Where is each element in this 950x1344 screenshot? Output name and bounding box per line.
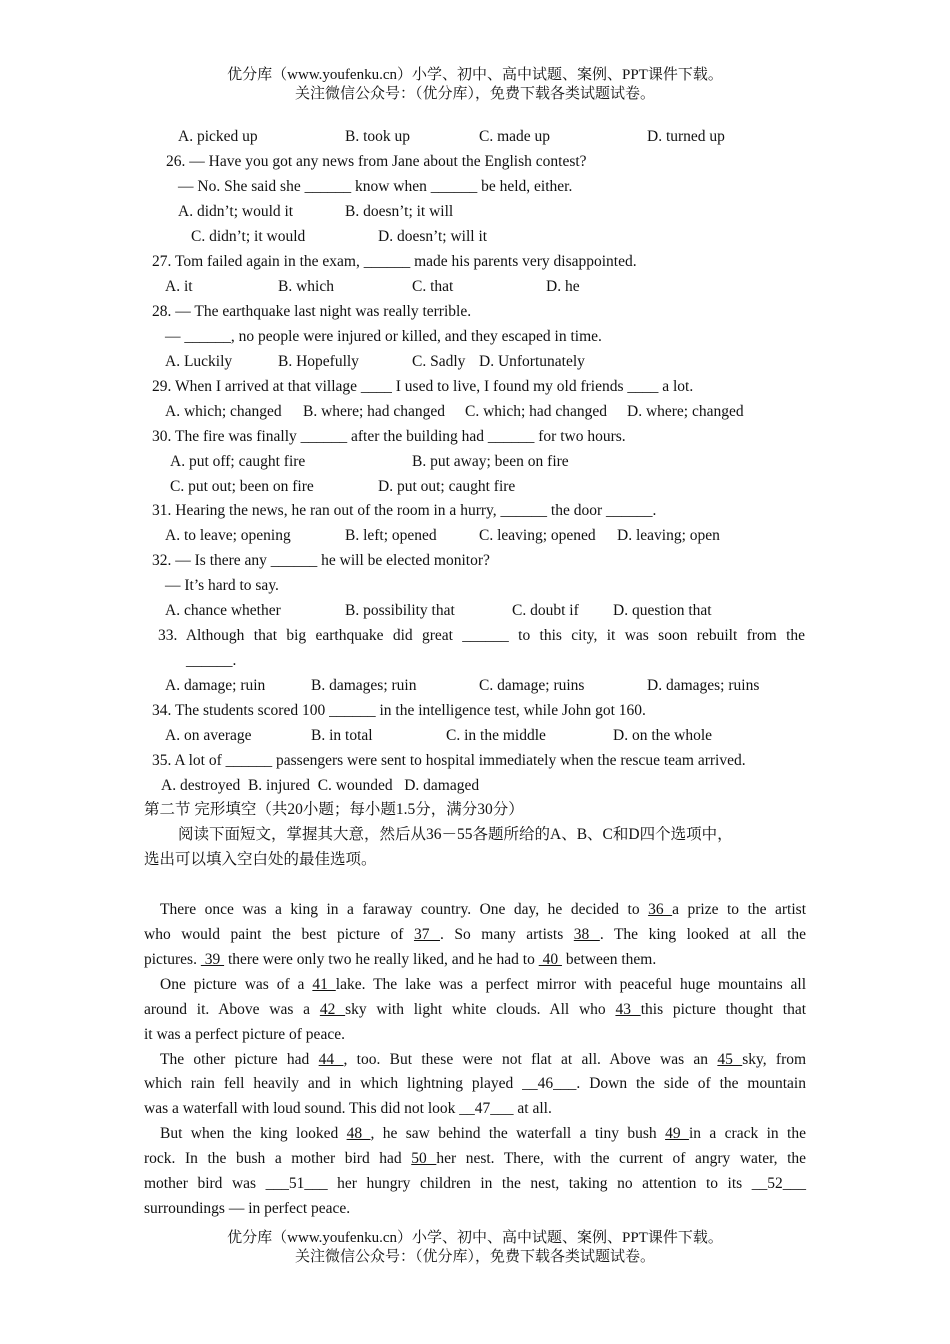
passage-line: The other picture had 44 , too. But these were not flat at all. Above was an 45 sky, from [160, 1051, 807, 1068]
q32-option-b: B. possibility that [345, 602, 455, 619]
header-line-2: 关注微信公众号：（优分库），免费下载各类试题试卷。 [294, 86, 655, 102]
footer-line-1: 优分库（www.youfenku.cn）小学、初中、高中试题、案例、PPT课件下载。 [227, 1230, 723, 1246]
q28-reply: — ______, no people were injured or killed, and they escaped in time. [165, 328, 602, 345]
q34-option-b: B. in total [311, 727, 373, 744]
q29-option-c: C. which; had changed [465, 403, 608, 420]
q29-option-d: D. where; changed [627, 403, 744, 420]
section-instruction-1: 阅读下面短文，掌握其大意，然后从36－55各题所给的A、B、C和D四个选项中， [178, 826, 733, 843]
q31-option-d: D. leaving; open [617, 527, 720, 544]
q26-reply: — No. She said she ______ know when ______ be held, either. [178, 178, 573, 195]
passage-line: There once was a king in a faraway country. One day, he decided to 36 a prize to the artist [160, 901, 807, 918]
passage-line: surroundings — in perfect peace. [144, 1200, 351, 1217]
blank-50: 50 [411, 1150, 437, 1167]
q31-option-c: C. leaving; opened [479, 527, 596, 544]
q26-option-d: D. doesn’t; will it [378, 228, 488, 245]
q32-stem: 32. — Is there any ______ he will be elected monitor? [152, 552, 490, 569]
blank-39: 39 [200, 951, 225, 968]
blank-45: 45 [717, 1051, 743, 1068]
passage-line: which rain fell heavily and in which lightning played __46___. Down the side of the mountain [144, 1075, 806, 1092]
q30-option-c: C. put out; been on fire [170, 478, 314, 495]
q33-option-a: A. damage; ruin [165, 677, 266, 694]
q28-option-d: D. Unfortunately [479, 353, 585, 370]
q27-option-a: A. it [165, 278, 193, 295]
passage-line: was a waterfall with loud sound. This did not look __47___ at all. [144, 1100, 552, 1117]
q35-stem: 35. A lot of ______ passengers were sent to hospital immediately when the rescue team arrived. [152, 752, 746, 769]
q27-option-d: D. he [546, 278, 580, 295]
passage-line: who would paint the best picture of 37 . So many artists 38 . The king looked at all the [144, 926, 807, 943]
q32-option-d: D. question that [613, 602, 712, 619]
q28-option-c: C. Sadly [412, 353, 466, 370]
section-title: 第二节 完形填空（共20小题；每小题1.5分，满分30分） [144, 801, 524, 818]
q25-option-a: A. picked up [178, 128, 258, 145]
q34-option-c: C. in the middle [446, 727, 546, 744]
q33-option-c: C. damage; ruins [479, 677, 585, 694]
footer-line-2: 关注微信公众号：（优分库），免费下载各类试题试卷。 [294, 1249, 655, 1265]
passage-line: mother bird was ___51___ her hungry children in the nest, taking no attention to its __52___ [144, 1175, 806, 1192]
blank-41: 41 [312, 976, 336, 993]
q29-option-a: A. which; changed [165, 403, 282, 420]
q35-options: A. destroyed B. injured C. wounded D. damaged [161, 777, 480, 794]
q34-option-a: A. on average [165, 727, 252, 744]
passage-line: around it. Above was a 42 sky with light white clouds. All who 43 this picture thought that [144, 1001, 807, 1018]
passage-line: pictures. 39 there were only two he really liked, and he had to 40 between them. [144, 951, 657, 968]
q32-option-a: A. chance whether [165, 602, 281, 619]
q30-option-b: B. put away; been on fire [412, 453, 569, 470]
q26-option-a: A. didn’t; would it [178, 203, 294, 220]
q31-stem: 31. Hearing the news, he ran out of the room in a hurry, ______ the door ______. [152, 502, 657, 519]
q25-option-c: C. made up [479, 128, 551, 145]
q27-option-b: B. which [278, 278, 334, 295]
blank-37: 37 [413, 926, 440, 943]
q33-stem: 33. Although that big earthquake did great ______ to this city, it was soon rebuilt from the [158, 627, 805, 644]
q34-stem: 34. The students scored 100 ______ in the intelligence test, while John got 160. [152, 702, 646, 719]
q30-stem: 30. The fire was finally ______ after the building had ______ for two hours. [152, 428, 626, 445]
header-line-1: 优分库（www.youfenku.cn）小学、初中、高中试题、案例、PPT课件下载。 [227, 67, 723, 83]
q30-option-a: A. put off; caught fire [170, 453, 306, 470]
blank-48: 48 [346, 1125, 371, 1142]
q26-option-b: B. doesn’t; it will [345, 203, 454, 220]
q28-stem: 28. — The earthquake last night was really terrible. [152, 303, 472, 320]
passage-line: it was a perfect picture of peace. [144, 1026, 345, 1043]
passage-line: One picture was of a 41 lake. The lake was a perfect mirror with peaceful huge mountains all [160, 976, 807, 993]
q33-option-b: B. damages; ruin [311, 677, 417, 694]
q34-option-d: D. on the whole [613, 727, 713, 744]
blank-38: 38 [573, 926, 600, 943]
q33-stem-continued: ______. [186, 652, 237, 669]
q29-stem: 29. When I arrived at that village ____ I used to live, I found my old friends ____ a lot. [152, 378, 694, 395]
q26-option-c: C. didn’t; it would [191, 228, 306, 245]
q25-option-b: B. took up [345, 128, 411, 145]
q28-option-a: A. Luckily [165, 353, 233, 370]
q31-option-b: B. left; opened [345, 527, 437, 544]
q26-stem: 26. — Have you got any news from Jane about the English contest? [166, 153, 587, 170]
q27-stem: 27. Tom failed again in the exam, ______ made his parents very disappointed. [152, 253, 637, 270]
q28-option-b: B. Hopefully [278, 353, 359, 370]
q32-reply: — It’s hard to say. [165, 577, 279, 594]
blank-36: 36 [648, 901, 673, 918]
passage-line: rock. In the bush a mother bird had 50 her nest. There, with the current of angry water, the [144, 1150, 807, 1167]
passage-line: But when the king looked 48 , he saw behind the waterfall a tiny bush 49 in a crack in the [160, 1125, 806, 1142]
blank-44: 44 [318, 1051, 344, 1068]
q25-option-d: D. turned up [647, 128, 725, 145]
q30-option-d: D. put out; caught fire [378, 478, 516, 495]
q31-option-a: A. to leave; opening [165, 527, 291, 544]
blank-43: 43 [615, 1001, 641, 1018]
blank-49: 49 [665, 1125, 689, 1142]
blank-40: 40 [538, 951, 562, 968]
q29-option-b: B. where; had changed [303, 403, 446, 420]
q33-option-d: D. damages; ruins [647, 677, 760, 694]
blank-42: 42 [319, 1001, 346, 1018]
section-instruction-2: 选出可以填入空白处的最佳选项。 [144, 851, 377, 868]
q27-option-c: C. that [412, 278, 454, 295]
q32-option-c: C. doubt if [512, 602, 579, 619]
